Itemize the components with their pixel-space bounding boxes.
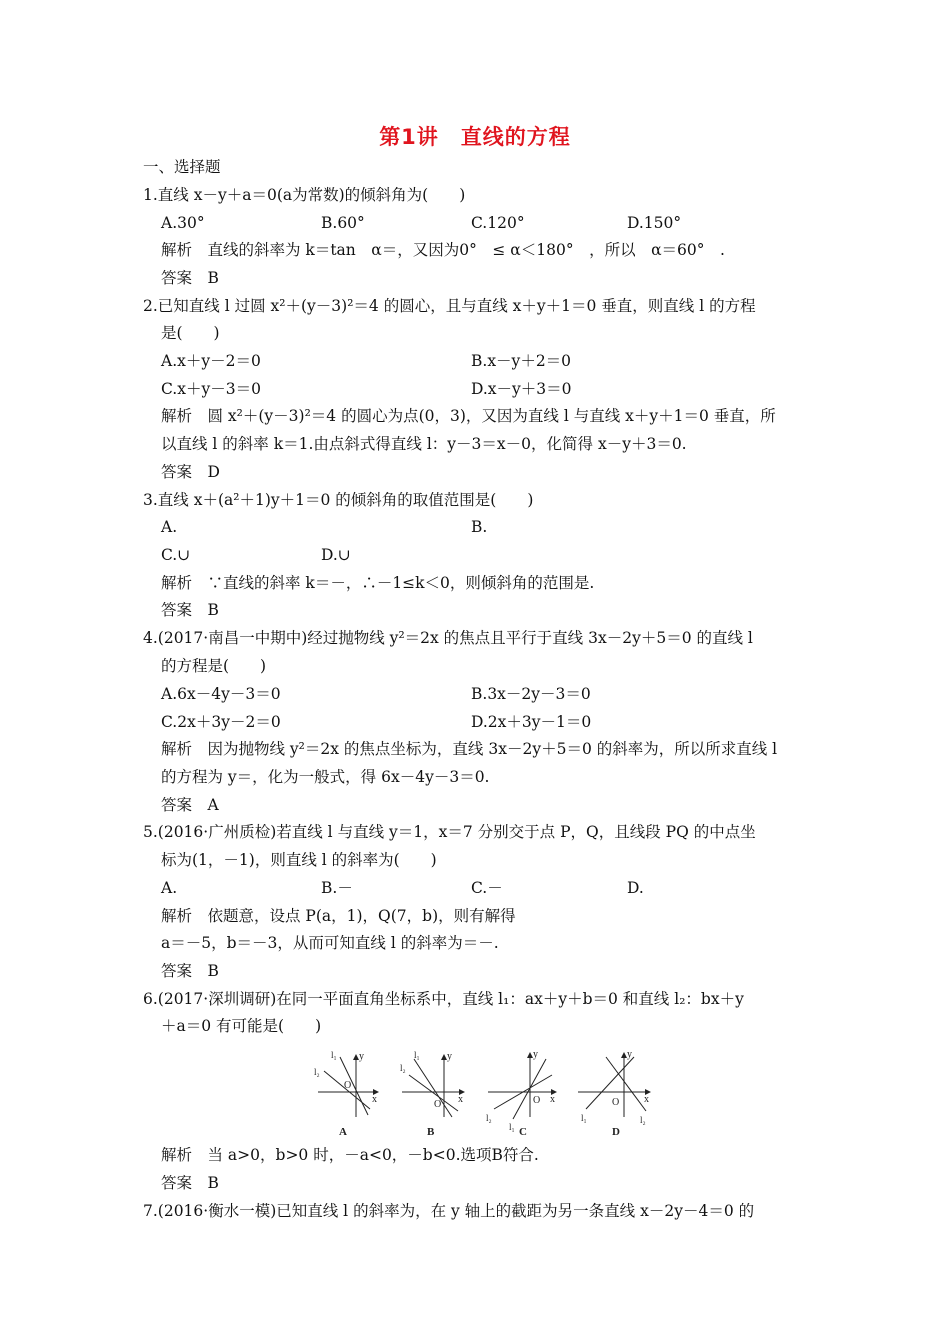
q2-option-b: B.x－y＋2＝0 xyxy=(471,352,572,370)
q2-option-d: D.x－y＋3＝0 xyxy=(471,380,572,398)
figure-c-y-label: y xyxy=(533,1049,538,1060)
q1-answer: 答案 B xyxy=(161,269,219,287)
figure-d-l1-label: l₁ xyxy=(581,1113,587,1123)
figure-d-l2-label: l₂ xyxy=(640,1115,646,1125)
q1-option-a: A.30° xyxy=(161,214,205,232)
question-1-stem: 1.直线 x－y＋a＝0(a为常数)的倾斜角为( ) xyxy=(143,186,466,204)
question-6-stem-line2: ＋a＝0 有可能是( ) xyxy=(161,1017,322,1035)
figure-a-origin-label: O xyxy=(344,1080,352,1091)
q4-analysis-line2: 的方程为 y＝，化为一般式，得 6x－4y－3＝0. xyxy=(161,768,490,786)
question-2-stem-line1: 2.已知直线 l 过圆 x²＋(y－3)²＝4 的圆心，且与直线 x＋y＋1＝0 垂直，则直线 l 的方程 xyxy=(143,297,756,315)
figure-b-l2-label: l₂ xyxy=(400,1063,406,1073)
question-3-stem: 3.直线 x＋(a²＋1)y＋1＝0 的倾斜角的取值范围是( ) xyxy=(143,491,534,509)
q2-option-c: C.x＋y－3＝0 xyxy=(161,380,261,398)
q3-option-c: C.∪ xyxy=(161,546,191,564)
q6-option-figures xyxy=(306,1047,666,1142)
q5-analysis-line2: a＝－5，b＝－3，从而可知直线 l 的斜率为＝－. xyxy=(161,934,499,952)
figure-a-y-label: y xyxy=(359,1051,364,1062)
figure-d xyxy=(578,1049,650,1138)
q4-option-b: B.3x－2y－3＝0 xyxy=(471,685,591,703)
figure-b-line-l1 xyxy=(414,1059,452,1117)
figure-d-origin-label: O xyxy=(612,1097,620,1108)
figure-d-y-label: y xyxy=(627,1049,632,1060)
figure-b-caption: B xyxy=(427,1126,435,1138)
question-4-stem-line2: 的方程是( ) xyxy=(161,657,267,675)
question-2-stem-line2: 是( ) xyxy=(161,324,220,342)
q5-option-a: A. xyxy=(161,879,178,897)
figure-b-y-label: y xyxy=(447,1051,452,1062)
question-5-stem-line1: 5.(2016·广州质检)若直线 l 与直线 y＝1，x＝7 分别交于点 P，Q，且线段 PQ 的中点坐 xyxy=(143,823,756,841)
figure-a-l2-label: l₂ xyxy=(314,1067,320,1077)
figure-c-origin-label: O xyxy=(533,1095,541,1106)
q5-analysis-line1: 解析 依题意，设点 P(a，1)，Q(7，b)，则有解得 xyxy=(161,907,516,925)
q4-option-d: D.2x＋3y－1＝0 xyxy=(471,713,592,731)
q4-option-a: A.6x－4y－3＝0 xyxy=(161,685,281,703)
question-5-stem-line2: 标为(1，－1)，则直线 l 的斜率为( ) xyxy=(161,851,437,869)
question-4-stem-line1: 4.(2017·南昌一中期中)经过抛物线 y²＝2x 的焦点且平行于直线 3x－2y＋5＝0 的直线 l xyxy=(143,629,753,647)
figure-a-l1-label: l₁ xyxy=(331,1050,337,1060)
q2-analysis-line2: 以直线 l 的斜率 k＝1.由点斜式得直线 l：y－3＝x－0，化简得 x－y＋3＝0. xyxy=(161,435,687,453)
section-heading: 一、选择题 xyxy=(143,158,221,176)
q1-analysis: 解析 直线的斜率为 k＝tan α＝，又因为0° ≤ α＜180° ，所以 α＝60° . xyxy=(161,241,725,259)
figure-c-caption: C xyxy=(519,1126,527,1138)
q5-option-b: B.－ xyxy=(321,879,353,897)
q6-analysis: 解析 当 a>0，b>0 时，－a<0，－b<0.选项B符合. xyxy=(161,1146,539,1164)
q1-option-d: D.150° xyxy=(627,214,682,232)
figure-b-origin-label: O xyxy=(434,1099,442,1110)
q3-answer: 答案 B xyxy=(161,601,219,619)
q4-option-c: C.2x＋3y－2＝0 xyxy=(161,713,281,731)
q4-analysis-line1: 解析 因为抛物线 y²＝2x 的焦点坐标为，直线 3x－2y＋5＝0 的斜率为，所以所求直线 l xyxy=(161,740,778,758)
q6-answer: 答案 B xyxy=(161,1174,219,1192)
figure-a xyxy=(314,1050,378,1138)
figure-c-x-label: x xyxy=(550,1094,555,1105)
q2-answer: 答案 D xyxy=(161,463,220,481)
figure-c-l1-label: l₁ xyxy=(509,1122,515,1132)
figure-c-l2-label: l₂ xyxy=(486,1113,492,1123)
figure-d-line-l1 xyxy=(586,1057,634,1109)
figure-c xyxy=(486,1049,556,1138)
figure-a-caption: A xyxy=(339,1126,347,1138)
q3-option-b: B. xyxy=(471,518,488,536)
page-title: 第1讲 直线的方程 xyxy=(379,125,571,149)
q2-analysis-line1: 解析 圆 x²＋(y－3)²＝4 的圆心为点(0，3)，又因为直线 l 与直线 x＋y＋1＝0 垂直，所 xyxy=(161,407,776,425)
figure-b-l1-label: l₁ xyxy=(414,1050,420,1060)
question-6-stem-line1: 6.(2017·深圳调研)在同一平面直角坐标系中，直线 l₁：ax＋y＋b＝0 和直线 l₂：bx＋y xyxy=(143,990,744,1008)
q3-analysis: 解析 ∵直线的斜率 k＝－，∴－1≤k＜0，则倾斜角的范围是. xyxy=(161,574,595,592)
figure-d-x-label: x xyxy=(644,1094,649,1105)
q3-option-a: A. xyxy=(161,518,178,536)
figure-a-x-label: x xyxy=(372,1094,377,1105)
q5-answer: 答案 B xyxy=(161,962,219,980)
q5-option-d: D. xyxy=(627,879,644,897)
q1-option-b: B.60° xyxy=(321,214,365,232)
question-7-stem-line1: 7.(2016·衡水一模)已知直线 l 的斜率为，在 y 轴上的截距为另一条直线 x－2y－4＝0 的 xyxy=(143,1202,755,1220)
q2-option-a: A.x＋y－2＝0 xyxy=(161,352,261,370)
q4-answer: 答案 A xyxy=(161,796,219,814)
figure-d-caption: D xyxy=(612,1126,620,1138)
figure-b-x-label: x xyxy=(458,1094,463,1105)
q1-option-c: C.120° xyxy=(471,214,525,232)
q3-option-d: D.∪ xyxy=(321,546,351,564)
figure-b xyxy=(400,1050,464,1138)
q5-option-c: C.－ xyxy=(471,879,503,897)
